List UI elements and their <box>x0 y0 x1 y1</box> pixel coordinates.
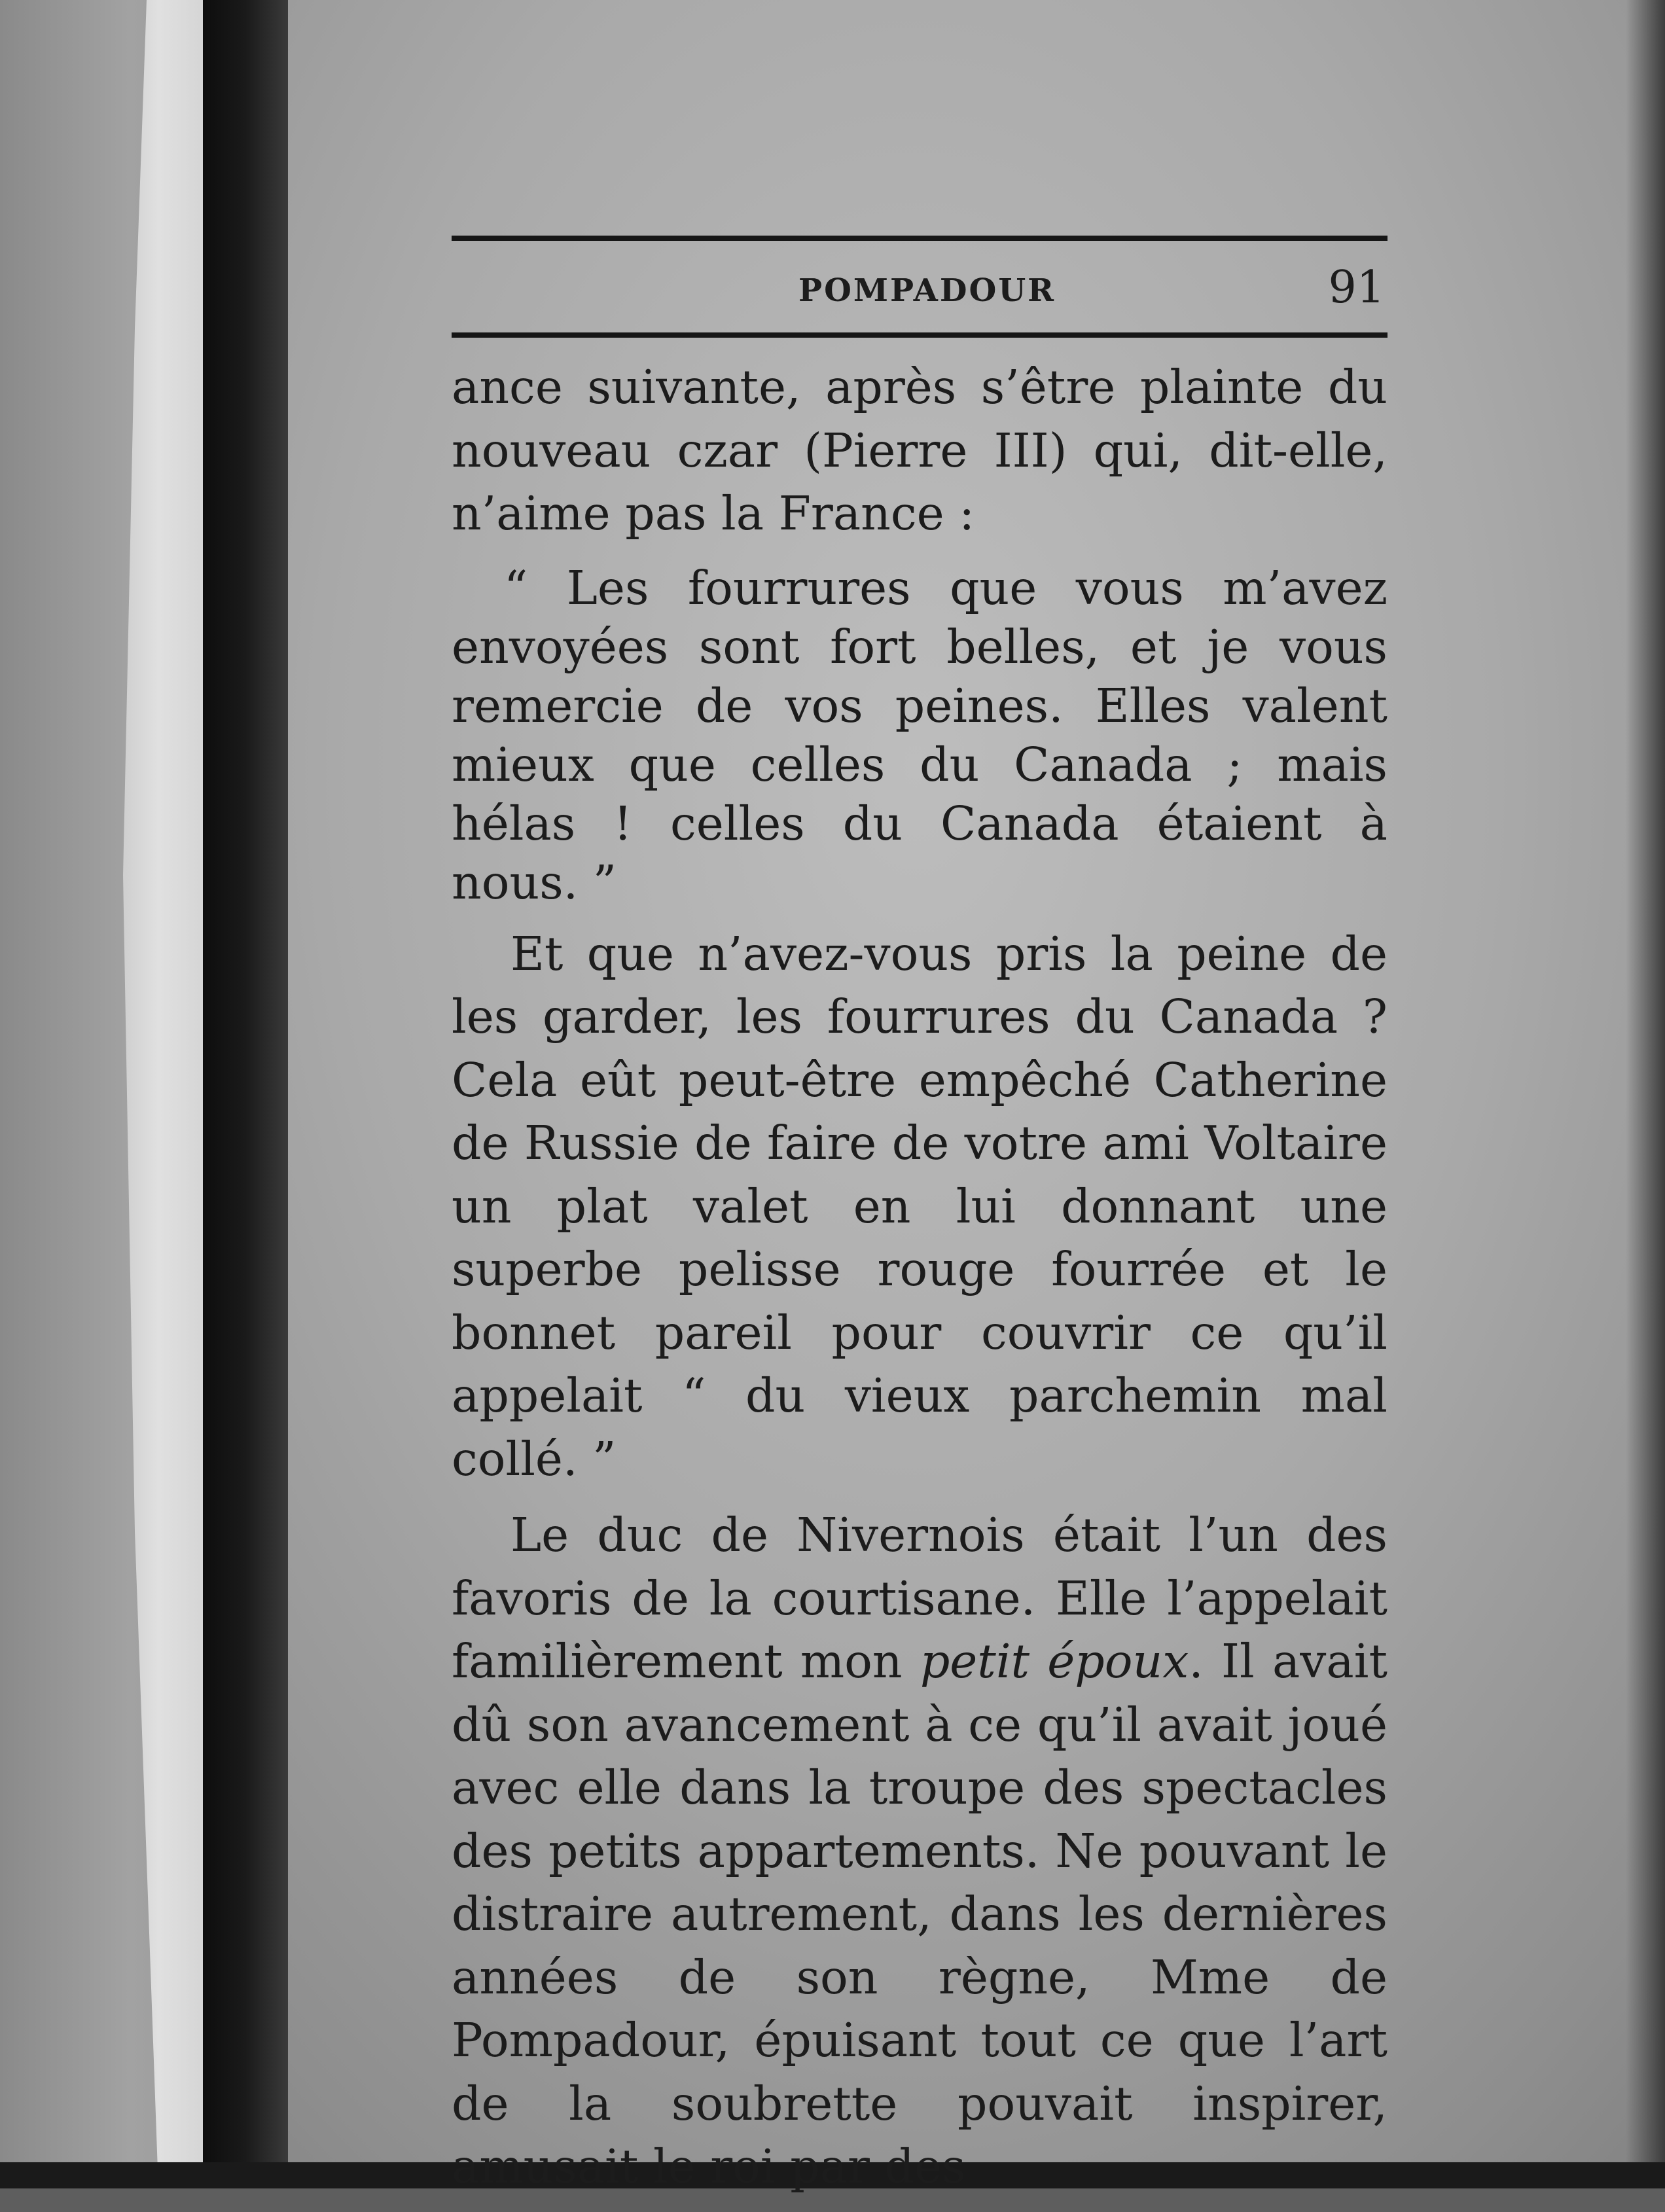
paragraph-continued: ance suivante, après s’être plainte du nouveau czar (Pierre III) qui, dit-elle, n’aime pas la France : <box>452 360 1388 541</box>
header-top-rule <box>452 236 1388 241</box>
body-text <box>452 356 1388 2199</box>
right-page-edge <box>1626 0 1665 2188</box>
header-bottom-rule <box>452 332 1388 338</box>
paragraph-fourrures: Et que n’avez-vous pris la peine de les garder, les fourrures du Canada ? Cela eût peut-être empêché Catherine de Russie de faire de votre ami Voltaire un plat valet en lui donnant une superbe pelisse rouge fourrée et le bonnet pareil pour couvrir ce qu’il appelait “ du vieux parchemin mal collé. ” <box>452 926 1388 1486</box>
paragraph-nivernois-end: . Il avait dû son avancement à ce qu’il avait joué avec elle dans la troupe des spectacles des petits appartements. Ne pouvant le distraire autrement, dans les dernières années de son règne, Mme de Pompadour, épuisant tout ce que l’art de la soubrette pouvait inspirer, amusait le roi par des <box>452 1634 1388 2194</box>
paragraph-nivernois-start: Le duc de Nivernois était l’un des favoris de la courtisane. Elle l’appelait familièrement mon <box>452 1508 1388 1688</box>
paragraph-nivernois <box>452 1504 1388 2199</box>
running-title: POMPADOUR <box>798 272 1056 309</box>
running-header <box>452 241 1388 332</box>
page-content <box>452 236 1388 2212</box>
page-number: 91 <box>1328 262 1385 313</box>
book-spine-shadow <box>203 0 288 2188</box>
quotation-paragraph: “ Les fourrures que vous m’avez envoyées sont fort belles, et je vous remercie de vos peines. Elles valent mieux que celles du Canada ; mais hélas ! celles du Canada étaient à nous. ” <box>452 560 1388 910</box>
italic-phrase: petit époux <box>920 1634 1189 1688</box>
